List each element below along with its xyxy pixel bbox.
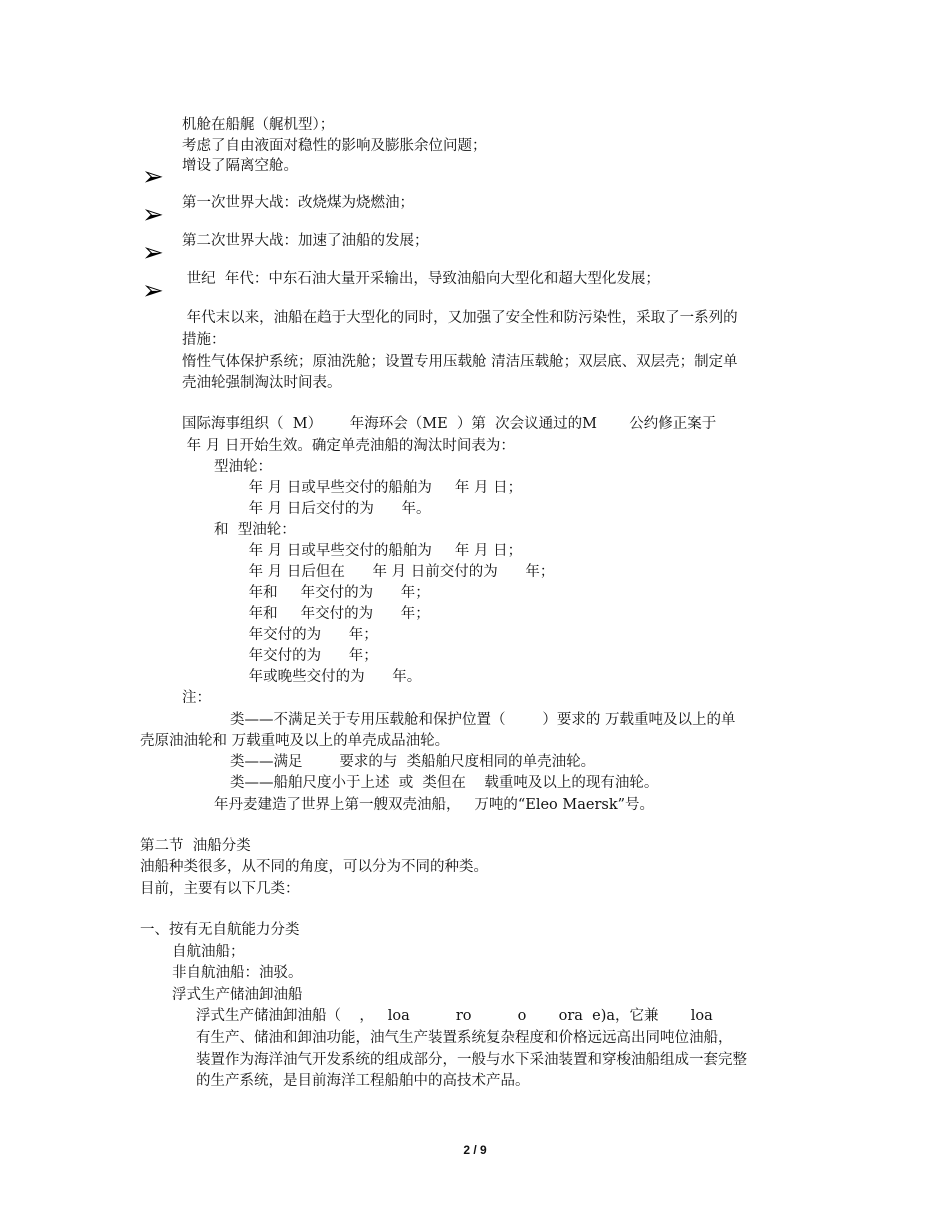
text-line: 装置作为海洋油气开发系统的组成部分，一般与水下采油装置和穿梭油船组成一套完整 [196, 1052, 747, 1068]
text-line: 年 月 日或早些交付的船舶为 年 月 日； [244, 480, 523, 496]
text-line: 注： [182, 690, 211, 706]
text-line: 年 月 日开始生效。确定单壳油船的淘汰时间表为： [182, 438, 515, 454]
text-line: 类——船舶尺度小于上述 或 类但在 载重吨及以上的现有油轮。 [230, 775, 659, 791]
text-line: 浮式生产储油卸油船 [172, 987, 303, 1003]
text-line: 年 月 日后但在 年 月 日前交付的为 年； [244, 564, 555, 580]
text-line: 增设了隔离空舱。 [182, 158, 298, 174]
bullet-text: 世纪 年代：中东石油大量开采输出，导致油船向大型化和超大型化发展； [182, 271, 660, 287]
text-line: 类——满足 要求的与 类船舶尺度相同的单壳油轮。 [230, 754, 596, 770]
text-line: 和 型油轮： [214, 522, 296, 538]
text-line: 机舱在船艉（艉机型）； [182, 117, 335, 133]
text-line: 年或晚些交付的为 年。 [244, 669, 422, 685]
bullet-text: 第二次世界大战：加速了油船的发展； [182, 233, 429, 249]
text-line: 目前，主要有以下几类： [140, 881, 300, 897]
text-line: 措施： [182, 332, 226, 348]
text-line: 惰性气体保护系统；原油洗舱；设置专用压载舱 清洁压载舱；双层底、双层壳；制定单 [182, 354, 738, 370]
text-line: 浮式生产储油卸油船（ ， loa ro o ora e)a，它兼 loa [196, 1008, 713, 1024]
text-line: 非自航油船：油驳。 [172, 965, 303, 981]
text-line: 年丹麦建造了世界上第一艘双壳油船， 万吨的“Eleo Maersk”号。 [214, 797, 655, 813]
bullet-arrow-icon: ➢ [142, 200, 164, 230]
bullet-text: 第一次世界大战：改烧煤为烧燃油； [182, 195, 414, 211]
text-line: 年和 年交付的为 年； [244, 585, 430, 601]
text-line: 油船种类很多，从不同的角度，可以分为不同的种类。 [140, 859, 488, 875]
text-line: 国际海事组织（ M） 年海环会（ME ）第 次会议通过的M 公约修正案于 [182, 416, 717, 432]
text-line: 年和 年交付的为 年； [244, 606, 430, 622]
section-title: 第二节 油船分类 [140, 838, 251, 854]
text-line: 考虑了自由液面对稳性的影响及膨胀余位问题； [182, 138, 487, 154]
text-line: 的生产系统，是目前海洋工程船舶中的高技术产品。 [196, 1073, 530, 1089]
page-number: 2 / 9 [463, 1143, 487, 1157]
text-line: 型油轮： [214, 459, 272, 475]
text-line: 年 月 日或早些交付的船舶为 年 月 日； [244, 543, 523, 559]
subsection-title: 一、按有无自航能力分类 [140, 922, 300, 938]
text-line: 有生产、储油和卸油功能，油气生产装置系统复杂程度和价格远远高出同吨位油船， [196, 1030, 733, 1046]
text-line: 自航油船； [172, 944, 245, 960]
text-line: 年代末以来，油船在趋于大型化的同时，又加强了安全性和防污染性，采取了一系列的 [182, 310, 738, 326]
text-line: 年交付的为 年； [244, 648, 378, 664]
bullet-arrow-icon: ➢ [142, 276, 164, 306]
text-line: 年交付的为 年； [244, 627, 378, 643]
text-line: 类——不满足关于专用压载舱和保护位置（ ）要求的 万载重吨及以上的单 [230, 712, 736, 728]
bullet-arrow-icon: ➢ [142, 238, 164, 268]
bullet-arrow-icon: ➢ [142, 162, 164, 192]
text-line: 壳油轮强制淘汰时间表。 [182, 375, 342, 391]
text-line: 年 月 日后交付的为 年。 [244, 501, 431, 517]
text-line: 壳原油油轮和 万载重吨及以上的单壳成品油轮。 [140, 733, 450, 749]
